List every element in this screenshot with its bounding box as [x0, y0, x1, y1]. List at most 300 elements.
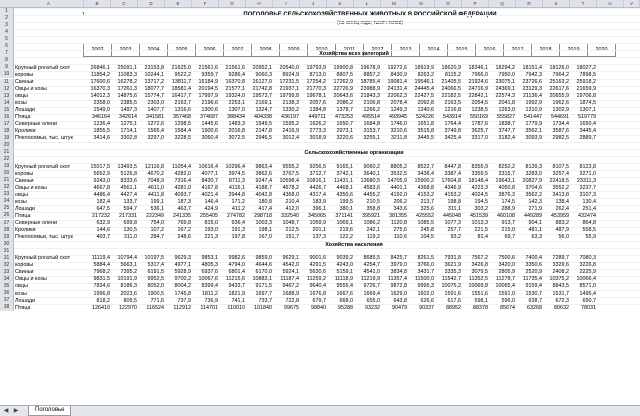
- data-cell[interactable]: 21659,9: [576, 86, 596, 93]
- data-cell[interactable]: 432474: [578, 212, 596, 219]
- data-cell[interactable]: 1602,0: [417, 290, 434, 297]
- data-cell[interactable]: 9171,5: [255, 283, 272, 290]
- data-cell[interactable]: 3018,9: [309, 135, 326, 142]
- row-number[interactable]: 21: [0, 177, 14, 184]
- row-number[interactable]: 1: [0, 8, 14, 15]
- data-cell[interactable]: 2086,2: [336, 100, 353, 107]
- data-cell[interactable]: 8857,2: [363, 71, 380, 78]
- data-cell[interactable]: 3587,6: [552, 128, 569, 135]
- data-cell[interactable]: 425552: [416, 212, 434, 219]
- data-cell[interactable]: 311,1: [447, 205, 461, 212]
- data-cell[interactable]: 4291,5: [309, 262, 326, 269]
- year-cell[interactable]: 2015: [447, 43, 476, 57]
- data-cell[interactable]: 1551,6: [471, 290, 488, 297]
- data-cell[interactable]: 4427,4: [120, 191, 137, 198]
- data-cell[interactable]: 9522,2: [174, 71, 191, 78]
- year-cell[interactable]: 2010: [307, 43, 336, 57]
- column-header[interactable]: N: [408, 0, 435, 7]
- data-cell[interactable]: 3271,0: [579, 170, 596, 177]
- row-label[interactable]: Лошади: [15, 205, 36, 212]
- data-cell[interactable]: 198,8: [447, 198, 461, 205]
- data-cell[interactable]: 1307,0: [228, 107, 245, 114]
- data-cell[interactable]: 11431,1: [333, 177, 353, 184]
- data-cell[interactable]: 11187,4: [280, 276, 299, 283]
- data-cell[interactable]: 24716,9: [468, 86, 488, 93]
- row-number[interactable]: 6: [0, 43, 14, 50]
- column-header[interactable]: M: [381, 0, 408, 7]
- data-cell[interactable]: 1384,8: [309, 107, 326, 114]
- data-cell[interactable]: 13493,5: [117, 163, 137, 170]
- data-cell[interactable]: 88952: [446, 304, 461, 311]
- data-cell[interactable]: 495514: [362, 114, 380, 121]
- data-cell[interactable]: 598,1: [474, 297, 488, 304]
- data-cell[interactable]: 1310,9: [525, 107, 542, 114]
- data-cell[interactable]: 4116,1: [228, 184, 245, 191]
- data-cell[interactable]: 3515,8: [417, 128, 434, 135]
- row-number[interactable]: 20: [0, 170, 14, 177]
- data-cell[interactable]: 119,2: [366, 234, 380, 241]
- data-cell[interactable]: 11542,7: [441, 276, 461, 283]
- row-number[interactable]: 33: [0, 269, 14, 276]
- data-cell[interactable]: 1684,8: [363, 121, 380, 128]
- data-cell[interactable]: 7950,0: [498, 71, 515, 78]
- data-cell[interactable]: 769,8: [177, 220, 191, 226]
- row-label[interactable]: Северные олени: [15, 121, 58, 128]
- data-cell[interactable]: 6191,5: [147, 269, 164, 276]
- data-cell[interactable]: 3425,4: [444, 135, 461, 142]
- data-cell[interactable]: 1302,9: [552, 107, 569, 114]
- data-cell[interactable]: 4223,3: [471, 184, 488, 191]
- data-cell[interactable]: 8139,3: [525, 163, 542, 170]
- data-cell[interactable]: 1086,2: [363, 220, 380, 226]
- column-header[interactable]: E: [165, 0, 192, 7]
- data-cell[interactable]: 21405,5: [441, 79, 461, 85]
- data-cell[interactable]: 815,0: [204, 220, 218, 226]
- data-cell[interactable]: 617,6: [447, 297, 461, 304]
- data-cell[interactable]: 126410: [92, 304, 110, 311]
- data-cell[interactable]: 19081,4: [387, 79, 407, 85]
- data-cell[interactable]: 18785,4: [360, 79, 380, 85]
- data-cell[interactable]: 19573,7: [252, 93, 272, 100]
- data-cell[interactable]: 1324,7: [255, 107, 272, 114]
- data-cell[interactable]: 1900,5: [147, 290, 164, 297]
- data-cell[interactable]: 21577,1: [225, 86, 245, 93]
- data-cell[interactable]: 19793,9: [306, 64, 326, 71]
- data-cell[interactable]: 650,7: [582, 297, 596, 304]
- data-cell[interactable]: 210,4: [285, 198, 299, 205]
- data-cell[interactable]: 524226: [416, 114, 434, 121]
- data-cell[interactable]: 1530,7: [525, 290, 542, 297]
- year-cell[interactable]: 2013: [391, 43, 420, 57]
- data-cell[interactable]: 10883,1: [252, 276, 272, 283]
- data-cell[interactable]: 21625,0: [171, 64, 191, 71]
- data-cell[interactable]: 1120,8: [390, 220, 407, 226]
- data-cell[interactable]: 555827: [497, 114, 515, 121]
- data-cell[interactable]: 9243,0: [93, 177, 110, 184]
- data-cell[interactable]: 5630,6: [309, 269, 326, 276]
- data-cell[interactable]: 4455,2: [363, 191, 380, 198]
- data-cell[interactable]: 1811,2: [201, 290, 218, 297]
- data-cell[interactable]: 9001,6: [309, 255, 326, 262]
- data-cell[interactable]: 558,5: [582, 227, 596, 234]
- data-cell[interactable]: 8430,9: [390, 71, 407, 78]
- data-cell[interactable]: 3237,7: [579, 184, 596, 191]
- row-number[interactable]: 11: [0, 79, 14, 86]
- data-cell[interactable]: 3255,1: [363, 135, 380, 142]
- data-cell[interactable]: 122,2: [339, 234, 353, 241]
- data-cell[interactable]: 167,2: [177, 227, 191, 234]
- data-cell[interactable]: 342614: [119, 114, 137, 121]
- data-cell[interactable]: 18148,4: [468, 177, 488, 184]
- data-cell[interactable]: 4794,0: [228, 262, 245, 269]
- row-number[interactable]: 16: [0, 114, 14, 121]
- data-cell[interactable]: 25918,2: [576, 79, 596, 85]
- data-cell[interactable]: 1275,1: [120, 121, 137, 128]
- row-number[interactable]: 3: [0, 22, 14, 29]
- data-cell[interactable]: 1669,4: [363, 290, 380, 297]
- data-cell[interactable]: 11118,9: [334, 276, 353, 283]
- data-cell[interactable]: 90337: [419, 304, 434, 311]
- data-cell[interactable]: 4368,0: [282, 191, 299, 198]
- data-cell[interactable]: 936,4: [231, 220, 245, 226]
- data-cell[interactable]: 251,4: [582, 205, 596, 212]
- data-cell[interactable]: 11735,4: [522, 276, 542, 283]
- data-cell[interactable]: 9640,4: [309, 283, 326, 290]
- data-cell[interactable]: 9467,2: [282, 283, 299, 290]
- data-cell[interactable]: 3060,4: [201, 135, 218, 142]
- data-cell[interactable]: 18620,9: [441, 64, 461, 71]
- data-cell[interactable]: 21770,3: [306, 86, 326, 93]
- data-cell[interactable]: 2163,5: [444, 100, 461, 107]
- data-cell[interactable]: 255405: [200, 212, 218, 219]
- data-cell[interactable]: 3283,0: [525, 170, 542, 177]
- row-number[interactable]: 19: [0, 135, 14, 142]
- data-cell[interactable]: 1238,5: [471, 107, 488, 114]
- data-cell[interactable]: 137,3: [312, 234, 326, 241]
- data-cell[interactable]: 5652,9: [93, 170, 110, 177]
- data-cell[interactable]: 1069,1: [336, 220, 353, 226]
- data-cell[interactable]: 4024,5: [471, 191, 488, 198]
- column-header[interactable]: D: [138, 0, 165, 7]
- row-number[interactable]: 17: [0, 121, 14, 128]
- data-cell[interactable]: 4401,1: [390, 184, 407, 191]
- year-cell[interactable]: 2012: [363, 43, 392, 57]
- data-cell[interactable]: 1745,8: [174, 290, 191, 297]
- data-cell[interactable]: 4153,2: [444, 191, 461, 198]
- data-cell[interactable]: 655,0: [366, 297, 380, 304]
- data-cell[interactable]: 8261,5: [417, 255, 434, 262]
- data-cell[interactable]: 1565,4: [147, 128, 164, 135]
- data-cell[interactable]: 11500,0: [414, 276, 434, 283]
- data-cell[interactable]: 3228,5: [174, 135, 191, 142]
- data-cell[interactable]: 9060,3: [255, 71, 272, 78]
- data-cell[interactable]: 2092,8: [417, 100, 434, 107]
- data-cell[interactable]: 550169: [470, 114, 488, 121]
- data-cell[interactable]: 2016,8: [228, 128, 245, 135]
- data-cell[interactable]: 4153,2: [417, 191, 434, 198]
- column-header[interactable]: V: [624, 0, 640, 7]
- row-number[interactable]: 23: [0, 191, 14, 198]
- year-cell[interactable]: 2002: [83, 43, 112, 57]
- row-number[interactable]: 25: [0, 205, 14, 212]
- data-cell[interactable]: 9863,4: [255, 163, 272, 170]
- data-cell[interactable]: 733,7: [258, 297, 272, 304]
- data-cell[interactable]: 98840: [311, 304, 326, 311]
- data-cell[interactable]: 3532,5: [390, 170, 407, 177]
- data-cell[interactable]: 8447,8: [444, 163, 461, 170]
- data-cell[interactable]: 22062,3: [387, 93, 407, 100]
- data-cell[interactable]: 4583,6: [363, 184, 380, 191]
- data-cell[interactable]: 371141: [335, 212, 353, 219]
- data-cell[interactable]: 12116,8: [144, 163, 164, 170]
- data-cell[interactable]: 14705,9: [387, 177, 407, 184]
- data-cell[interactable]: 11259,2: [306, 276, 326, 283]
- data-cell[interactable]: 449711: [308, 114, 326, 121]
- data-cell[interactable]: 3413,8: [552, 191, 569, 198]
- data-cell[interactable]: 4281,0: [174, 184, 191, 191]
- data-cell[interactable]: 4670,2: [147, 170, 164, 177]
- row-label[interactable]: Свиньи: [15, 177, 34, 184]
- row-label[interactable]: Кролики: [15, 128, 36, 135]
- data-cell[interactable]: 699,8: [123, 220, 137, 226]
- data-cell[interactable]: 10244,1: [144, 71, 164, 78]
- data-cell[interactable]: 4254,7: [363, 262, 380, 269]
- data-cell[interactable]: 4541,0: [363, 269, 380, 276]
- data-cell[interactable]: 1307,1: [579, 107, 596, 114]
- data-cell[interactable]: 11119,4: [91, 255, 110, 262]
- data-cell[interactable]: 818,2: [96, 297, 110, 304]
- data-cell[interactable]: 55,9: [585, 234, 596, 241]
- data-cell[interactable]: 9629,1: [282, 255, 299, 262]
- data-cell[interactable]: 10067,6: [198, 276, 218, 283]
- data-cell[interactable]: 22182,5: [441, 93, 461, 100]
- year-cell[interactable]: 2004: [139, 43, 168, 57]
- data-cell[interactable]: 11083,3: [117, 71, 137, 78]
- data-cell[interactable]: 17997,9: [198, 93, 218, 100]
- data-cell[interactable]: 4486,4: [93, 191, 110, 198]
- row-label[interactable]: козы: [15, 100, 27, 107]
- data-cell[interactable]: 343,6: [393, 205, 407, 212]
- data-cell[interactable]: 543914: [443, 114, 461, 121]
- data-cell[interactable]: 424,9: [204, 205, 218, 212]
- row-number[interactable]: 5: [0, 36, 14, 43]
- data-cell[interactable]: 199,1: [150, 198, 164, 205]
- data-cell[interactable]: 9726,7: [363, 283, 380, 290]
- data-cell[interactable]: 2138,3: [282, 100, 299, 107]
- column-header[interactable]: B: [84, 0, 111, 7]
- data-cell[interactable]: 3834,8: [390, 269, 407, 276]
- data-cell[interactable]: 95288: [338, 304, 353, 311]
- data-cell[interactable]: 17231,5: [279, 79, 299, 85]
- row-label[interactable]: козы: [15, 290, 27, 297]
- data-cell[interactable]: 6170,0: [255, 269, 272, 276]
- data-cell[interactable]: 4192,0: [390, 191, 407, 198]
- data-cell[interactable]: 4282,0: [174, 170, 191, 177]
- data-cell[interactable]: 2054,5: [471, 100, 488, 107]
- data-cell[interactable]: 3315,7: [498, 170, 515, 177]
- column-header[interactable]: G: [219, 0, 246, 7]
- data-cell[interactable]: 3220,6: [336, 135, 353, 142]
- data-cell[interactable]: 15774,7: [144, 93, 164, 100]
- data-cell[interactable]: 1330,2: [282, 107, 299, 114]
- year-cell[interactable]: 2020: [587, 43, 616, 57]
- data-cell[interactable]: 2196,6: [201, 100, 218, 107]
- data-cell[interactable]: 3562,1: [525, 128, 542, 135]
- year-cell[interactable]: 2018: [531, 43, 560, 57]
- data-cell[interactable]: 19272,6: [387, 64, 407, 71]
- data-cell[interactable]: 122970: [119, 304, 137, 311]
- data-cell[interactable]: 3712,7: [309, 170, 326, 177]
- data-cell[interactable]: 3153,7: [363, 128, 380, 135]
- row-label[interactable]: Овцы и козы: [15, 86, 47, 93]
- data-cell[interactable]: 182,4: [96, 198, 110, 205]
- data-cell[interactable]: 10075,2: [441, 283, 461, 290]
- data-cell[interactable]: 2805,9: [498, 269, 515, 276]
- data-cell[interactable]: 311,0: [123, 234, 137, 241]
- data-cell[interactable]: 11215,6: [225, 276, 245, 283]
- data-cell[interactable]: 1266,2: [363, 107, 380, 114]
- data-cell[interactable]: 3747,7: [498, 128, 515, 135]
- year-cell[interactable]: 2007: [223, 43, 252, 57]
- data-cell[interactable]: 69,7: [504, 234, 515, 241]
- column-header[interactable]: H: [246, 0, 273, 7]
- row-number[interactable]: 37: [0, 297, 14, 304]
- data-cell[interactable]: 2106,8: [363, 100, 380, 107]
- data-cell[interactable]: 5663,1: [120, 262, 137, 269]
- data-cell[interactable]: 736,9: [204, 297, 218, 304]
- sheet-tab-poголовье[interactable]: Поголовье: [28, 406, 71, 416]
- data-cell[interactable]: 1298,5: [174, 121, 191, 128]
- data-cell[interactable]: 8711,3: [228, 177, 245, 184]
- data-cell[interactable]: 679,7: [312, 297, 326, 304]
- data-cell[interactable]: 380,1: [339, 205, 353, 212]
- data-cell[interactable]: 8052,0: [147, 283, 164, 290]
- data-cell[interactable]: 7316,4: [174, 177, 191, 184]
- data-cell[interactable]: 632,9: [96, 220, 110, 226]
- row-number[interactable]: 26: [0, 212, 14, 219]
- data-cell[interactable]: 358,8: [366, 205, 380, 212]
- row-label[interactable]: овцы: [15, 191, 28, 198]
- year-cell[interactable]: 2009: [279, 43, 308, 57]
- data-cell[interactable]: 1764,4: [444, 121, 461, 128]
- data-cell[interactable]: 8805,2: [390, 163, 407, 170]
- row-label[interactable]: Птица: [15, 114, 31, 121]
- data-cell[interactable]: 99675: [284, 304, 299, 311]
- data-cell[interactable]: 18126,0: [549, 64, 569, 71]
- data-cell[interactable]: 193,0: [204, 227, 218, 234]
- row-number[interactable]: 22: [0, 156, 14, 163]
- data-cell[interactable]: 3414,6: [93, 135, 110, 142]
- row-label[interactable]: Лошади: [15, 297, 36, 304]
- data-cell[interactable]: 16370,3: [90, 86, 110, 93]
- data-cell[interactable]: 436197: [281, 114, 299, 121]
- data-cell[interactable]: 1059,9: [309, 220, 326, 226]
- data-cell[interactable]: 8107,5: [552, 163, 569, 170]
- data-cell[interactable]: 114701: [200, 304, 218, 311]
- data-cell[interactable]: 13717,2: [144, 79, 164, 85]
- data-cell[interactable]: 10066,4: [576, 276, 596, 283]
- data-cell[interactable]: 11054,4: [171, 163, 191, 170]
- column-header[interactable]: O: [435, 0, 462, 7]
- data-cell[interactable]: 463,7: [177, 205, 191, 212]
- data-cell[interactable]: 10794,4: [117, 255, 137, 262]
- row-label[interactable]: овцы: [15, 93, 28, 100]
- data-cell[interactable]: 1779,9: [525, 121, 542, 128]
- data-cell[interactable]: 116524: [146, 304, 164, 311]
- data-cell[interactable]: 1407,7: [147, 107, 164, 114]
- data-cell[interactable]: 9159,4: [525, 283, 542, 290]
- data-cell[interactable]: 23129,3: [522, 86, 542, 93]
- data-cell[interactable]: 493945: [389, 114, 407, 121]
- data-cell[interactable]: 187,3: [177, 198, 191, 205]
- row-label[interactable]: Крупный рогатый скот: [15, 163, 71, 170]
- data-cell[interactable]: 56,0: [558, 234, 569, 241]
- data-cell[interactable]: 3359,5: [471, 170, 488, 177]
- data-cell[interactable]: 3210,6: [390, 128, 407, 135]
- data-cell[interactable]: 4667,8: [93, 184, 110, 191]
- data-cell[interactable]: 221,3: [204, 234, 218, 241]
- data-cell[interactable]: 332540: [281, 212, 299, 219]
- data-cell[interactable]: 4611,0: [147, 184, 164, 191]
- data-cell[interactable]: 3704,6: [525, 184, 542, 191]
- data-cell[interactable]: 4542,0: [282, 262, 299, 269]
- row-number[interactable]: 10: [0, 71, 14, 78]
- data-cell[interactable]: 4368,8: [417, 184, 434, 191]
- year-cell[interactable]: 2014: [419, 43, 448, 57]
- data-cell[interactable]: 3012,4: [282, 135, 299, 142]
- data-cell[interactable]: 7834,6: [93, 283, 110, 290]
- row-label[interactable]: Пчелосемьи, тыс. штук: [15, 234, 73, 241]
- data-cell[interactable]: 81,4: [477, 234, 488, 241]
- data-cell[interactable]: 13811,7: [171, 79, 191, 85]
- data-cell[interactable]: 2163,7: [174, 100, 191, 107]
- data-cell[interactable]: 3317,0: [471, 135, 488, 142]
- data-cell[interactable]: 20655,9: [549, 93, 569, 100]
- data-cell[interactable]: 23153,8: [144, 64, 164, 71]
- data-cell[interactable]: 16417,7: [171, 93, 191, 100]
- data-cell[interactable]: 171,2: [231, 198, 245, 205]
- data-cell[interactable]: 2520,9: [525, 269, 542, 276]
- column-header[interactable]: U: [597, 0, 624, 7]
- data-cell[interactable]: 451539: [470, 212, 488, 219]
- row-number[interactable]: 20: [0, 142, 14, 149]
- data-cell[interactable]: 10616,4: [198, 163, 218, 170]
- data-cell[interactable]: 242,1: [366, 227, 380, 234]
- data-cell[interactable]: 3182,4: [498, 135, 515, 142]
- data-cell[interactable]: 2253,1: [228, 100, 245, 107]
- data-cell[interactable]: 2303,0: [147, 100, 164, 107]
- data-cell[interactable]: 396,1: [312, 205, 326, 212]
- column-header[interactable]: P: [462, 0, 489, 7]
- data-cell[interactable]: 638,7: [528, 297, 542, 304]
- data-cell[interactable]: 101840: [254, 304, 272, 311]
- data-cell[interactable]: 1650,4: [579, 121, 596, 128]
- data-cell[interactable]: 110010: [227, 304, 245, 311]
- row-number[interactable]: 28: [0, 227, 14, 234]
- data-cell[interactable]: 1874,5: [579, 100, 596, 107]
- data-cell[interactable]: 8571,0: [579, 283, 596, 290]
- data-cell[interactable]: 1013,3: [471, 220, 488, 226]
- data-cell[interactable]: 274782: [227, 212, 245, 219]
- data-cell[interactable]: 133,7: [123, 198, 137, 205]
- data-cell[interactable]: 63268: [527, 304, 542, 311]
- year-cell[interactable]: 2019: [559, 43, 588, 57]
- data-cell[interactable]: 20952,1: [252, 64, 272, 71]
- data-cell[interactable]: 8186,3: [120, 283, 137, 290]
- data-cell[interactable]: 4050,8: [498, 184, 515, 191]
- data-cell[interactable]: 913,7: [501, 220, 515, 226]
- row-number[interactable]: 27: [0, 220, 14, 227]
